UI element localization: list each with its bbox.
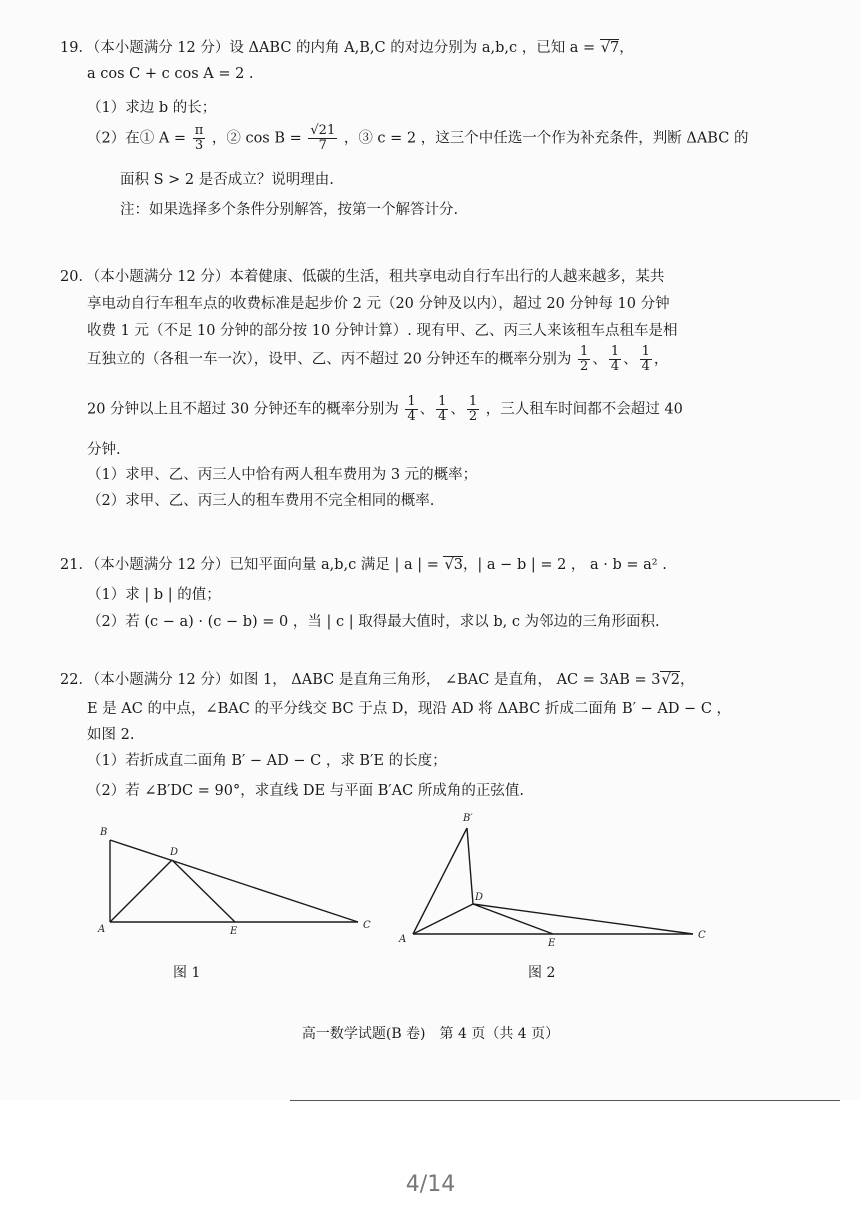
label-d: D xyxy=(475,892,484,903)
q20-line3: 收费 1 元（不足 10 分钟的部分按 10 分钟计算）. 现有甲、乙、丙三人来该租车点租车是相 xyxy=(87,323,678,339)
fraction: $\frac{1}{4}$ xyxy=(438,394,447,424)
fraction: $\frac{1}{4}$ xyxy=(407,394,416,424)
q20-line6: 分钟. xyxy=(87,442,121,458)
segment-db-prime xyxy=(467,828,473,904)
q21-part2: （2）若 (c − a) · (c − b) = 0 ，当 | c | 取得最大值时，求以 b, c 为邻边的三角形面积. xyxy=(87,614,660,630)
segment-dc xyxy=(473,904,693,934)
segment-bc xyxy=(110,840,358,922)
label-b: B xyxy=(100,827,108,838)
q22-line2: E 是 AC 的中点，∠BAC 的平分线交 BC 于点 D，现沿 AD 将 ΔABC 折成二面角 B′ − AD − C ， xyxy=(87,701,732,717)
label-e: E xyxy=(548,938,556,949)
segment-de xyxy=(172,860,235,922)
label-d: D xyxy=(170,847,179,858)
figure-1 xyxy=(90,820,390,940)
fraction: $\frac{√21}{7}$ xyxy=(310,123,336,153)
label-c: C xyxy=(363,920,371,931)
segment-ad xyxy=(110,860,172,922)
q20-line2: 享电动自行车租车点的收费标准是起步价 2 元（20 分钟及以内），超过 20 分钟每 10 分钟 xyxy=(87,296,670,312)
label-e: E xyxy=(230,926,238,937)
q19-line5: 面积 S > 2 是否成立？说明理由. xyxy=(120,172,334,188)
label-a: A xyxy=(399,934,407,945)
figure-2 xyxy=(395,808,725,950)
q20-part1: （1）求甲、乙、丙三人中恰有两人租车费用为 3 元的概率； xyxy=(87,467,478,483)
fraction: $\frac{1}{2}$ xyxy=(580,344,589,374)
q19-part2: （2）在① A = $\frac{\pi}{3}$ ，② cos B = $\frac{√21}{7}$ ，③ c = 2 ，这三个中任选一个作为补充条件，判断 ΔABC 的 xyxy=(87,123,749,153)
label-a: A xyxy=(98,924,106,935)
q20-part2: （2）求甲、乙、丙三人的租车费用不完全相同的概率. xyxy=(87,493,435,509)
q19-part1: （1）求边 b 的长； xyxy=(87,100,217,116)
segment-de xyxy=(473,904,553,934)
q21-line1: 21．（本小题满分 12 分）已知平面向量 a,b,c 满足 | a | = √3，| a − b | = 2 ， a · b = a² . xyxy=(60,557,667,573)
q20-line5: 20 分钟以上且不超过 30 分钟还车的概率分别为 $\frac{1}{4}$ 、 $\frac{1}{4}$ 、 $\frac{1}{2}$ ，三人租车时间都不会超过 40 xyxy=(87,394,683,424)
q20-line1: 20．（本小题满分 12 分）本着健康、低碳的生活，租共享电动自行车出行的人越来越多，某共 xyxy=(60,269,665,285)
fraction: $\frac{\pi}{3}$ xyxy=(194,123,204,153)
segment-ab-prime xyxy=(413,828,467,934)
label-c: C xyxy=(698,930,706,941)
q20-line4: 互独立的（各租一车一次），设甲、乙、丙不超过 20 分钟还车的概率分别为 $\frac{1}{2}$ 、 $\frac{1}{4}$ 、 $\frac{1}{4}$ ， xyxy=(87,344,669,374)
figure-1-caption: 图 1 xyxy=(173,965,201,981)
fraction: $\frac{1}{2}$ xyxy=(468,394,478,424)
q22-line1: 22．（本小题满分 12 分）如图 1， ΔABC 是直角三角形， ∠BAC 是直角， AC = 3AB = 3√2， xyxy=(60,672,695,688)
fraction: $\frac{1}{4}$ xyxy=(641,344,650,374)
label-b-prime: B′ xyxy=(463,813,473,824)
q22-line3: 如图 2. xyxy=(87,727,135,743)
q22-part1: （1）若折成直二面角 B′ − AD − C ，求 B′E 的长度； xyxy=(87,753,447,769)
segment-ad xyxy=(413,904,473,934)
q19-line2: a cos C + c cos A = 2 . xyxy=(87,66,254,82)
page-counter: 4/14 xyxy=(405,1172,456,1197)
fraction: $\frac{1}{4}$ xyxy=(610,344,620,374)
q22-part2: （2）若 ∠B′DC = 90°，求直线 DE 与平面 B′AC 所成角的正弦值. xyxy=(87,783,524,799)
q19-note: 注：如果选择多个条件分别解答，按第一个解答计分. xyxy=(120,202,459,218)
q19-line1: 19．（本小题满分 12 分）设 ΔABC 的内角 A,B,C 的对边分别为 a,b,c ，已知 a = √7， xyxy=(60,40,634,56)
q21-part1: （1）求 | b | 的值； xyxy=(87,587,221,603)
page-footer: 高一数学试题(B 卷) 第 4 页（共 4 页） xyxy=(301,1026,560,1042)
divider xyxy=(290,1100,840,1101)
figure-2-caption: 图 2 xyxy=(528,965,556,981)
